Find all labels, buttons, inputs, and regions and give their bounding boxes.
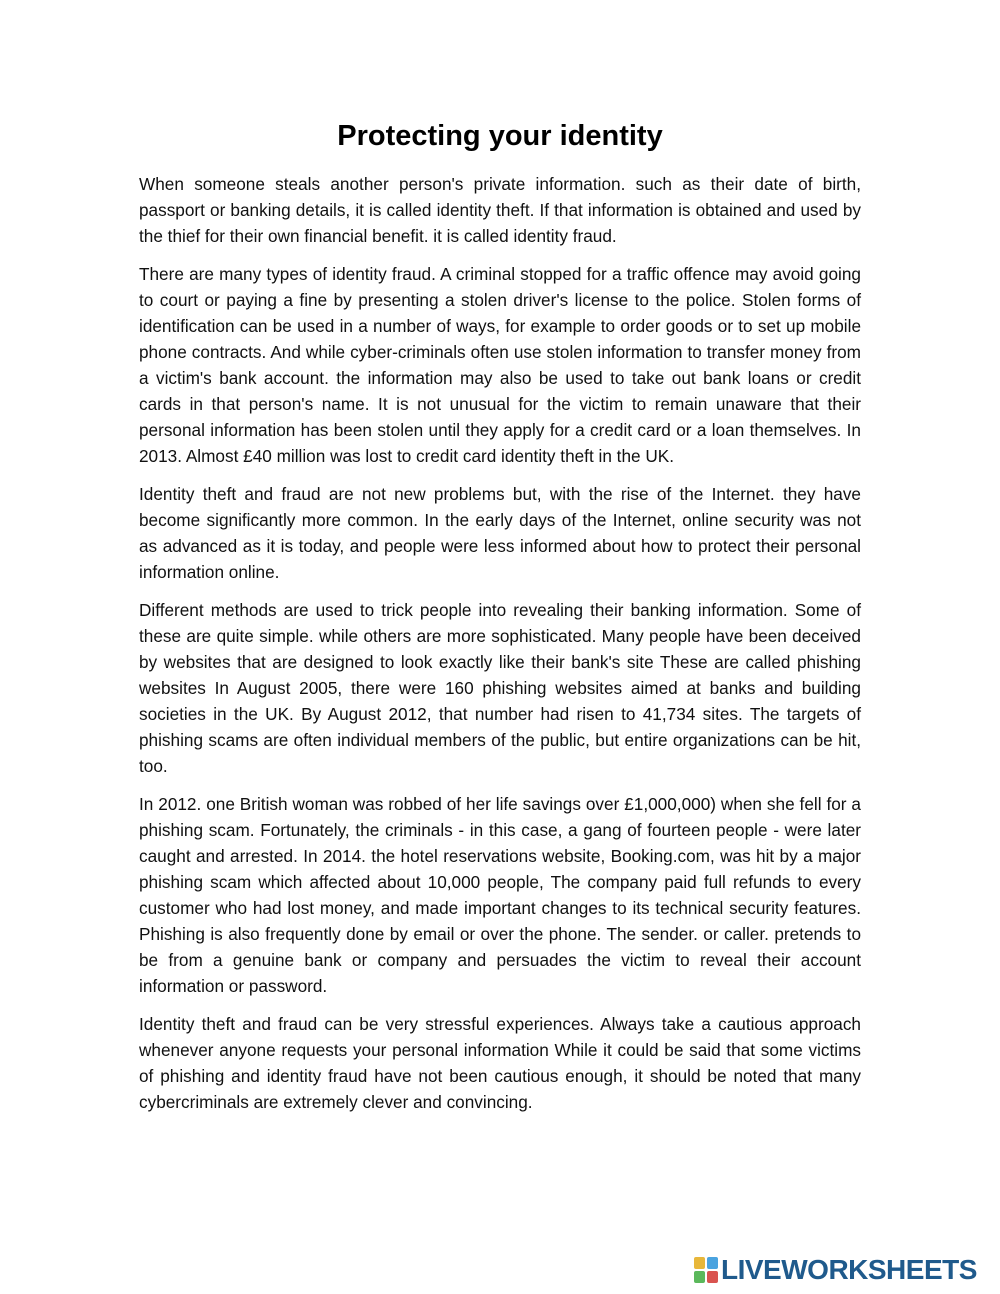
brand-name: LIVEWORKSHEETS	[721, 1254, 977, 1285]
paragraph-6: Identity theft and fraud can be very stressful experiences. Always take a cautious approach whenever anyone requests your personal information While it could be said that some victims of phishing and identity fraud have not been cautious enough, it should be noted that many cybercriminals are extremely clever and convincing.	[139, 1014, 861, 1112]
liveworksheets-logo	[694, 1253, 977, 1287]
paragraph-3: Identity theft and fraud are not new problems but, with the rise of the Internet. they have become significantly more common. In the early days of the Internet, online security was not as advanced as it is today, and people were less informed about how to protect their personal information online.	[139, 484, 861, 582]
article-body	[139, 171, 861, 1127]
paragraph-5: In 2012. one British woman was robbed of her life savings over £1,000,000) when she fell for a phishing scam. Fortunately, the criminals - in this case, a gang of fourteen people - were later caught and arrested. In 2014. the hotel reservations website, Booking.com, was hit by a major phishing scam which affected about 10,000 people, The company paid full refunds to every customer who had lost money, and made important changes to its technical security features. Phishing is also frequently done by email or over the phone. The sender. or caller. pretends to be from a genuine bank or company and persuades the victim to reveal their account information or password.	[139, 794, 861, 996]
liveworksheets-logo-icon	[694, 1257, 718, 1283]
paragraph-4: Different methods are used to trick people into revealing their banking information. Some of these are quite simple. while others are more sophisticated. Many people have been deceived by websites that are designed to look exactly like their bank's site These are called phishing websites In August 2005, there were 160 phishing websites aimed at banks and building societies in the UK. By August 2012, that number had risen to 41,734 sites. The targets of phishing scams are often individual members of the public, but entire organizations can be hit, too.	[139, 600, 861, 776]
paragraph-1: When someone steals another person's private information. such as their date of birth, passport or banking details, it is called identity theft. If that information is obtained and used by the thief for their own financial benefit. it is called identity fraud.	[139, 174, 861, 246]
paragraph-2: There are many types of identity fraud. A criminal stopped for a traffic offence may avoid going to court or paying a fine by presenting a stolen driver's license to the police. Stolen forms of identification can be used in a number of ways, for example to order goods or to set up mobile phone contracts. And while cyber-criminals often use stolen information to transfer money from a victim's bank account. the information may also be used to take out bank loans or credit cards in that person's name. It is not unusual for the victim to remain unaware that their personal information has been stolen until they apply for a credit card or a loan themselves. In 2013. Almost £40 million was lost to credit card identity theft in the UK.	[139, 264, 861, 466]
page-title: Protecting your identity	[337, 120, 663, 152]
